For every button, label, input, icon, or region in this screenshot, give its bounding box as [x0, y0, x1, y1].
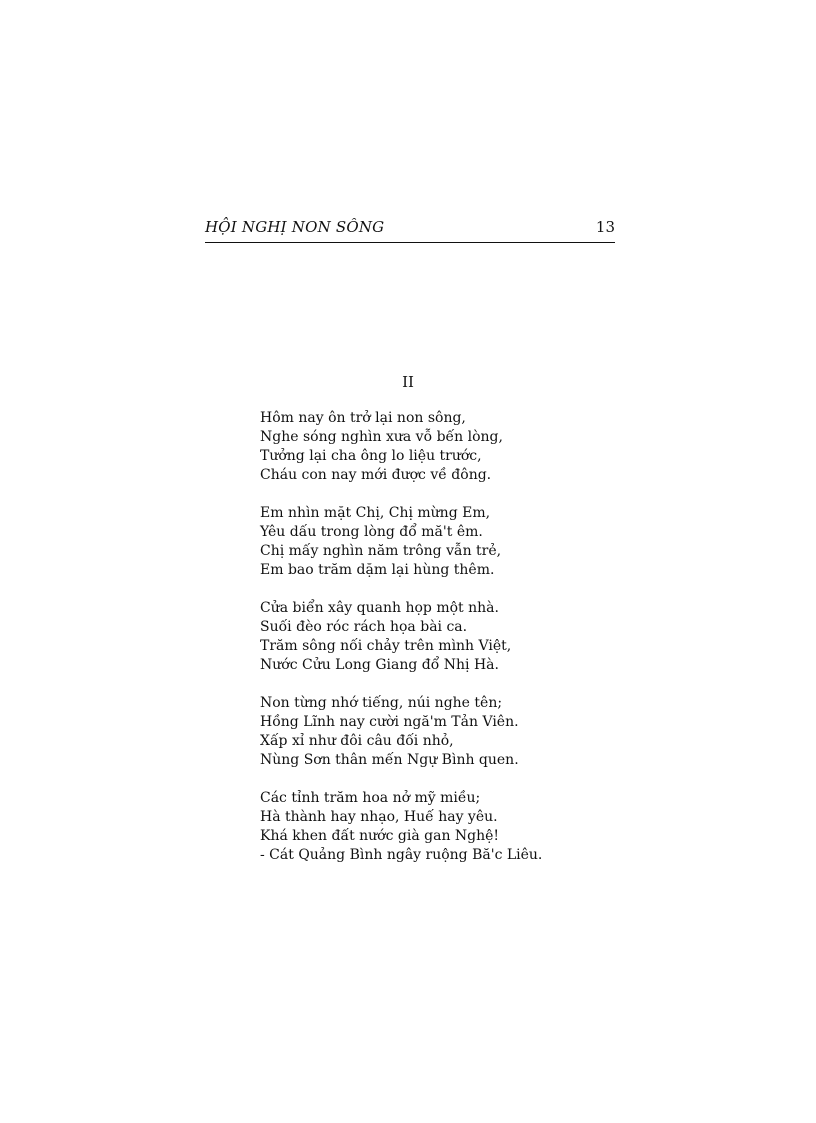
poem-line: Trăm sông nối chảy trên mình Việt,	[260, 638, 512, 654]
stanza-3	[260, 599, 600, 675]
stanza-2	[260, 504, 600, 580]
poem-line: Khá khen đất nước già gan Nghệ!	[260, 828, 500, 844]
poem-line: Non từng nhớ tiếng, núi nghe tên;	[260, 695, 503, 711]
poem-line: Tưởng lại cha ông lo liệu trước,	[260, 448, 482, 464]
poem-line: Suối đèo róc rách họa bài ca.	[260, 619, 468, 635]
poem-line: Nước Cửu Long Giang đổ Nhị Hà.	[260, 657, 499, 673]
poem-line: Yêu dấu trong lòng đổ mă't êm.	[260, 524, 483, 540]
header-title: HỘI NGHỊ NON SÔNG	[205, 218, 385, 236]
page-number: 13	[595, 218, 615, 236]
poem-line: Em nhìn mặt Chị, Chị mừng Em,	[260, 505, 491, 521]
poem	[260, 409, 600, 884]
poem-line: Nùng Sơn thân mến Ngự Bình quen.	[260, 752, 519, 768]
poem-line: Em bao trăm dặm lại hùng thêm.	[260, 562, 495, 578]
section-number: II	[402, 373, 414, 391]
poem-line: Chị mấy nghìn năm trông vẫn trẻ,	[260, 543, 502, 559]
poem-line: Nghe sóng nghìn xưa vỗ bến lòng,	[260, 429, 503, 445]
poem-line: Hôm nay ôn trở lại non sông,	[260, 410, 466, 426]
stanza-4	[260, 694, 600, 770]
poem-line: Cháu con nay mới được về đông.	[260, 467, 492, 483]
poem-line: Cửa biển xây quanh họp một nhà.	[260, 600, 499, 616]
poem-line: Hồng Lĩnh nay cười ngă'm Tản Viên.	[260, 714, 519, 730]
poem-line: Hà thành hay nhạo, Huế hay yêu.	[260, 809, 498, 825]
stanza-5	[260, 789, 600, 865]
stanza-1	[260, 409, 600, 485]
poem-line: Các tỉnh trăm hoa nở mỹ miều;	[260, 790, 481, 806]
poem-line: Xấp xỉ như đôi câu đối nhỏ,	[260, 733, 454, 749]
poem-line: - Cát Quảng Bình ngây ruộng Bă'c Liêu.	[260, 847, 543, 863]
running-header	[205, 216, 615, 243]
